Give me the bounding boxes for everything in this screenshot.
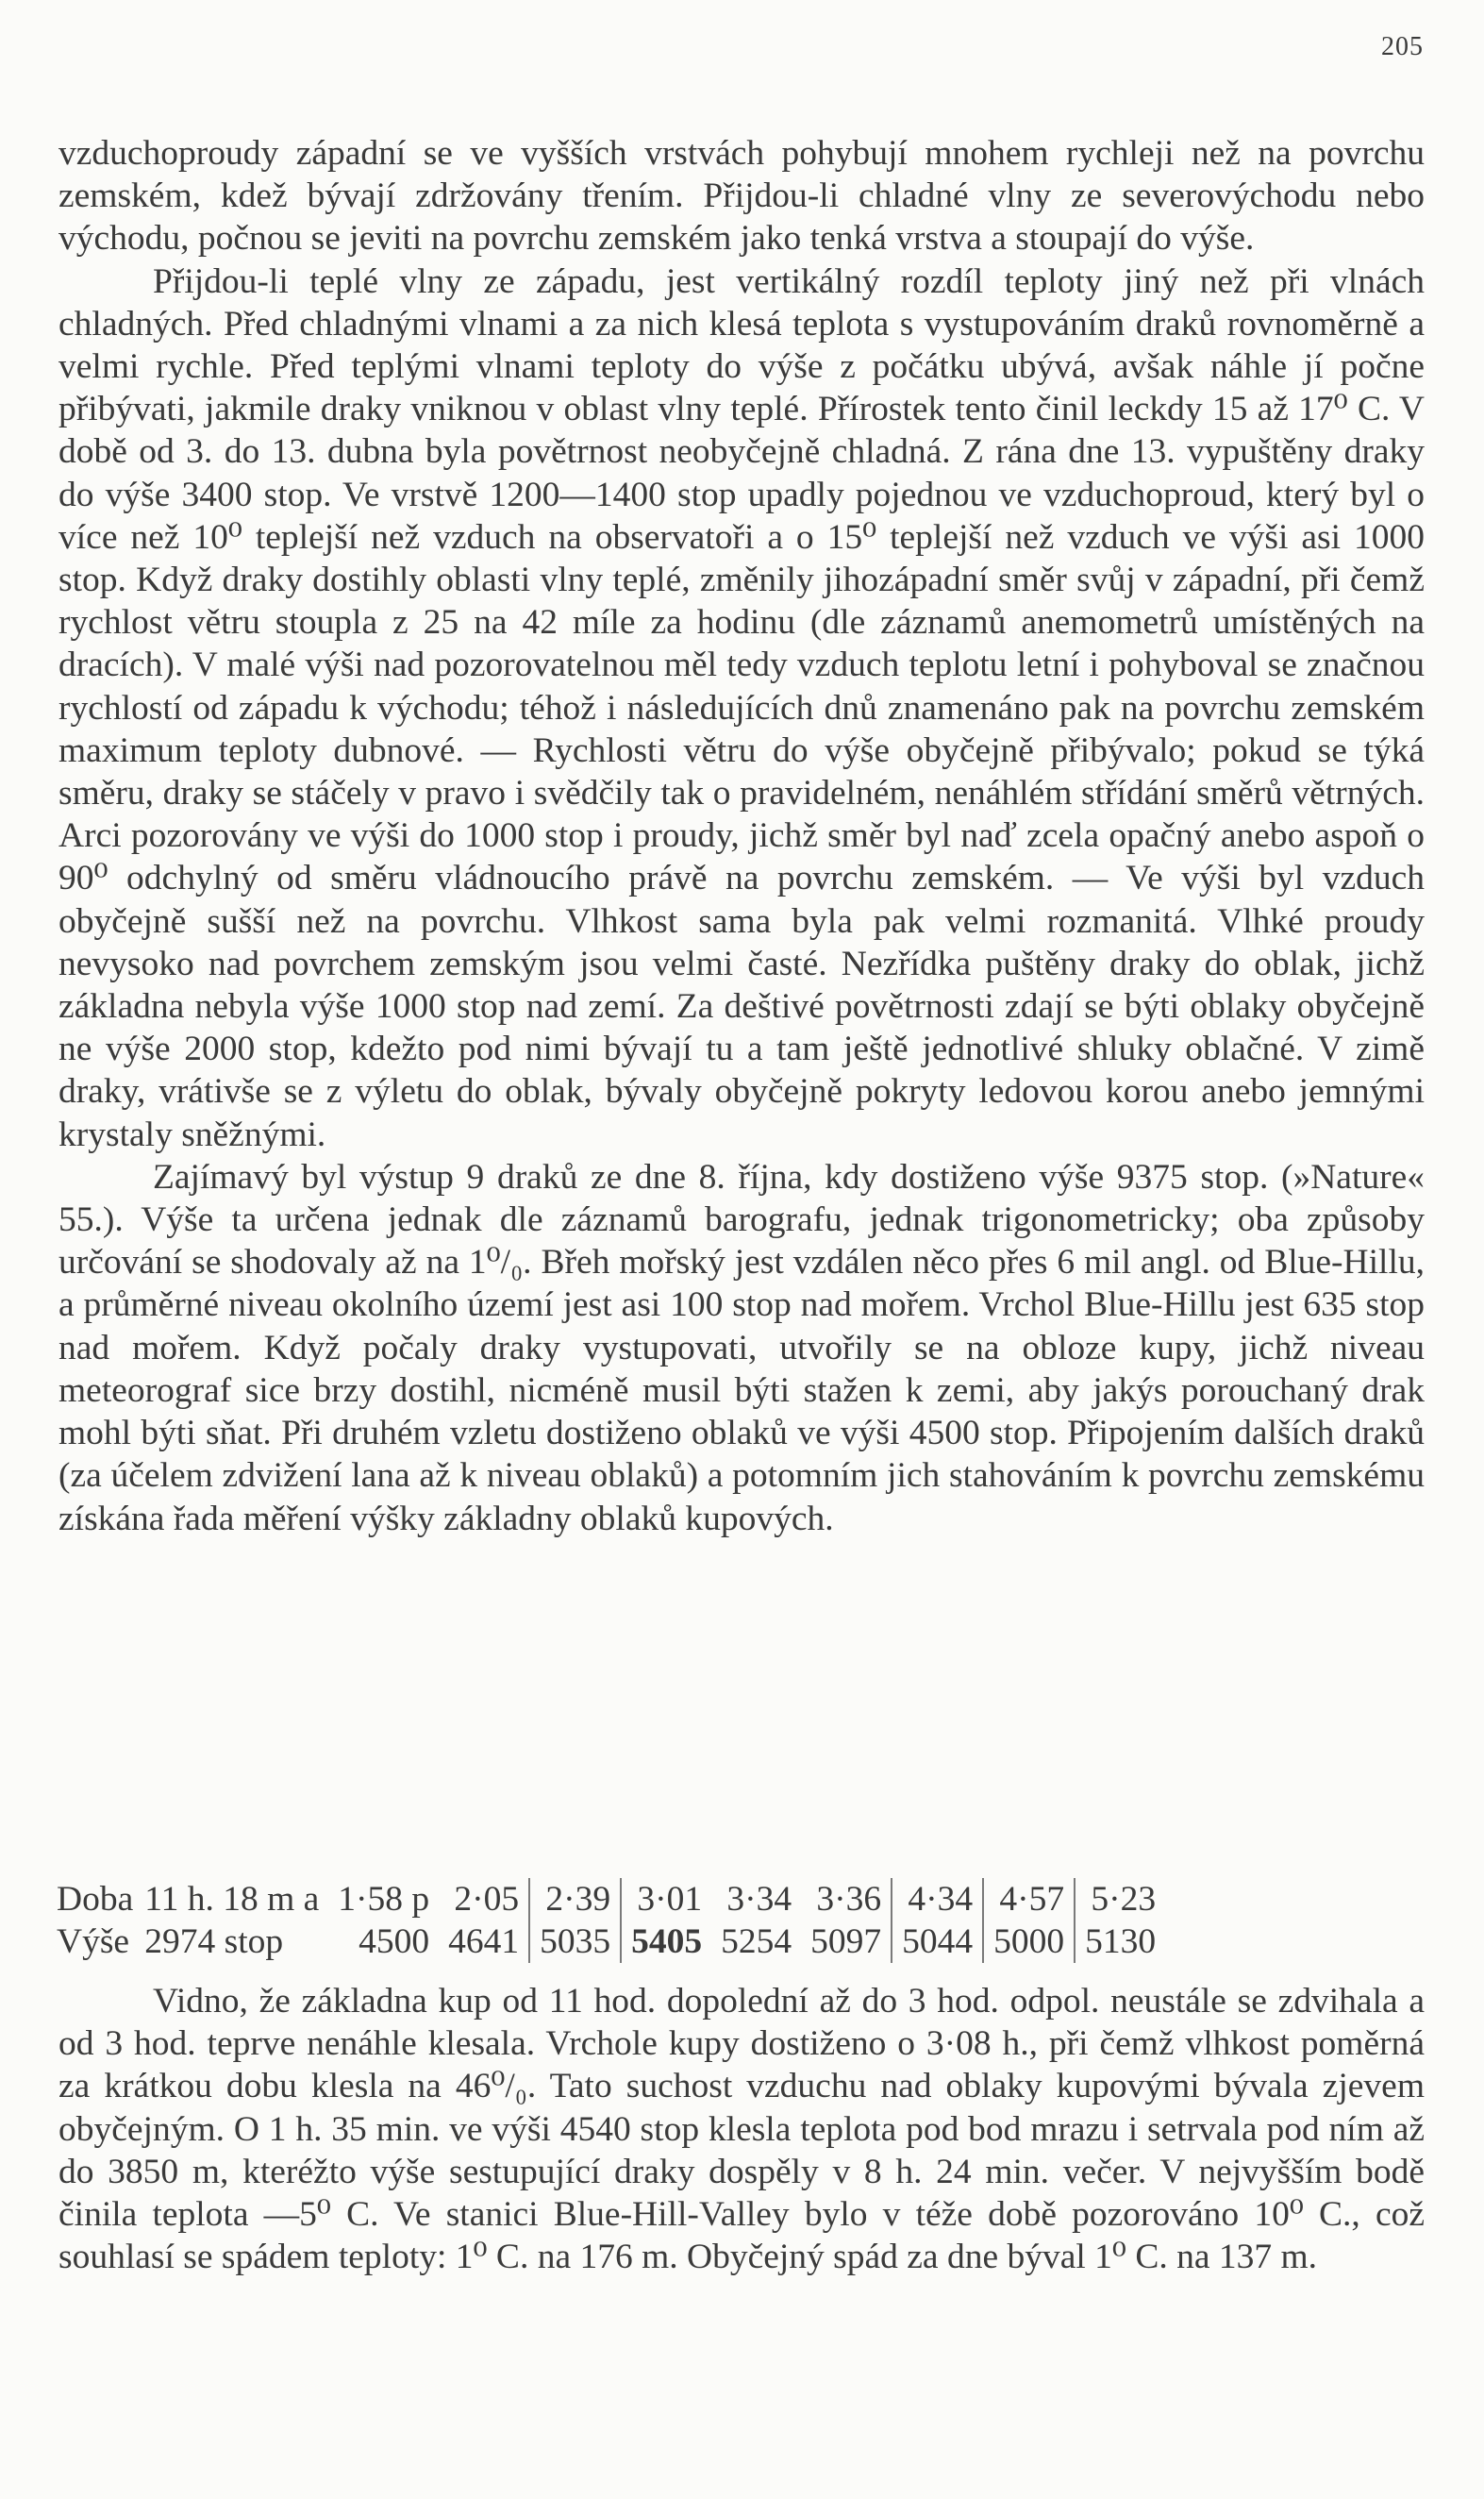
table-cell: 4·34	[892, 1878, 983, 1920]
table-cell: 5097	[810, 1922, 882, 1961]
table-cell: 5130	[1075, 1920, 1165, 1963]
table-cell: 4500	[358, 1922, 430, 1961]
table-cell-max: 5405	[621, 1920, 711, 1963]
table-cell: 5000	[983, 1920, 1075, 1963]
table-cell: 3·36	[816, 1880, 882, 1919]
paragraph-3: Zajímavý byl výstup 9 draků ze dne 8. října, kdy dostiženo výše 9375 stop. (»Nature« 55.). Výše ta určena jednak dle záznamů barografu, jednak trigonometricky; oba způsoby určování se shodovaly až na 1⁰/₀. Břeh mořský jest vzdálen něco přes 6 mil angl. od Blue-Hillu, a průměrné niveau okolního území jest asi 100 stop nad mořem. Vrchol Blue-Hillu jest 635 stop nad mořem. Když počaly draky vystupovati, utvořily se na obloze kupy, jichž niveau meteorograf sice brzy dostihl, nicméně musil býti stažen k zemi, aby jakýs porouchaný drak mohl býti sňat. Při druhém vzletu dostiženo oblaků ve výši 4500 stop. Připojením dalších draků (za účelem zdvižení lana až k niveau oblaků) a potomním jich stahováním k povrchu zemskému získána řada měření výšky základny oblaků kupových.	[58, 1157, 1425, 1538]
table-cell: 11 h. 18 m a	[144, 1880, 320, 1919]
row-label: Výše	[57, 1922, 130, 1961]
row-label: Doba	[57, 1880, 134, 1919]
table-cell: 1·58 p	[338, 1880, 430, 1919]
table-cell: 5254	[721, 1922, 792, 1961]
table-cell: 2·39	[529, 1878, 621, 1920]
table-cell: 5·23	[1075, 1878, 1165, 1920]
table-cell: 5044	[892, 1920, 983, 1963]
paragraph-4: Vidno, že základna kup od 11 hod. dopolední až do 3 hod. odpol. neustále se zdvihala a od 3 hod. teprve nenáhle klesala. Vrchole kupy dostiženo o 3·08 h., při čemž vlhkost poměrná za krátkou dobu klesla na 46⁰/₀. Tato suchost vzduchu nad oblaky kupovými bývala zjevem obyčejným. O 1 h. 35 min. ve výši 4540 stop klesla teplota pod bod mrazu i setrvala pod ním až do 3850 m, kteréžto výše sestupující draky dospěly v 8 h. 24 min. večer. V nejvyšším bodě činila teplota —5⁰ C. Ve stanici Blue-Hill-Valley bylo v téže době pozorováno 10⁰ C., což souhlasí se spádem teploty: 1⁰ C. na 176 m. Obyčejný spád za dne býval 1⁰ C. na 137 m.	[58, 1982, 1425, 2277]
cloud-height-table	[55, 1878, 1165, 1963]
table-cell: 3·01	[621, 1878, 711, 1920]
paragraph-2: Přijdou-li teplé vlny ze západu, jest vertikálný rozdíl teploty jiný než při vlnách chladných. Před chladnými vlnami a za nich klesá teplota s vystupováním draků rovnoměrně a velmi rychle. Před teplými vlnami teploty do výše z počátku ubývá, avšak náhle jí počne přibývati, jakmile draky vniknou v oblast vlny teplé. Přírostek tento činil leckdy 15 až 17⁰ C. V době od 3. do 13. dubna byla povětrnost neobyčejně chladná. Z rána dne 13. vypuštěny draky do výše 3400 stop. Ve vrstvě 1200—1400 stop upadly pojednou ve vzduchoproud, který byl o více než 10⁰ teplejší než vzduch na observatoři a o 15⁰ teplejší než vzduch ve výši asi 1000 stop. Když draky dostihly oblasti vlny teplé, změnily jihozápadní směr svůj v západní, při čemž rychlost větru stoupla z 25 na 42 míle za hodinu (dle záznamů anemometrů umístěných na dracích). V malé výši nad pozorovatelnou měl tedy vzduch teplotu letní i pohyboval se značnou rychlostí od západu k východu; téhož i následujících dnů znamenáno pak na povrchu zemském maximum teploty dubnové. — Rychlosti větru do výše obyčejně přibývalo; pokud se týká směru, draky se stáčely v pravo i svědčily tak o pravidelném, nenáhlém střídání směrů větrných. Arci pozorovány ve výši do 1000 stop i proudy, jichž směr byl naď zcela opačný anebo aspoň o 90⁰ odchylný od směru vládnoucího právě na povrchu zemském. — Ve výši byl vzduch obyčejně sušší než na povrchu. Vlhkost sama byla pak velmi rozmanitá. Vlhké proudy nevysoko nad povrchem zemským jsou velmi časté. Nezřídka puštěny draky do oblak, jichž základna nebyla výše 1000 stop nad zemí. Za deštivé povětrnosti zdají se býti oblaky obyčejně ne výše 2000 stop, kdežto pod nimi bývají tu a tam ještě jednotlivé shluky oblačné. V zimě draky, vrátivše se z výletu do oblak, bývaly obyčejně pokryty ledovou korou anebo jemnými krystaly sněžnými.	[58, 261, 1425, 1154]
table-cell: 4·57	[983, 1878, 1075, 1920]
paragraph-1: vzduchoproudy západní se ve vyšších vrstvách pohybují mnohem rychleji než na povrchu zemském, kdež bývají zdržovány třením. Přijdou-li chladné vlny ze severovýchodu nebo východu, počnou se jeviti na povrchu zemském jako tenká vrstva a stoupají do výše.	[58, 134, 1425, 259]
body-text-upper	[58, 132, 1425, 1540]
body-text-lower	[58, 1980, 1425, 2278]
table-cell: 2974 stop	[144, 1922, 284, 1961]
page-number: 205	[1381, 32, 1424, 61]
table-cell: 3·34	[726, 1880, 792, 1919]
table-cell: 2·05	[454, 1880, 520, 1919]
table-cell: 5035	[529, 1920, 621, 1963]
table-row-height	[55, 1920, 1165, 1963]
table-row-time	[55, 1878, 1165, 1920]
table-cell: 4641	[448, 1922, 520, 1961]
